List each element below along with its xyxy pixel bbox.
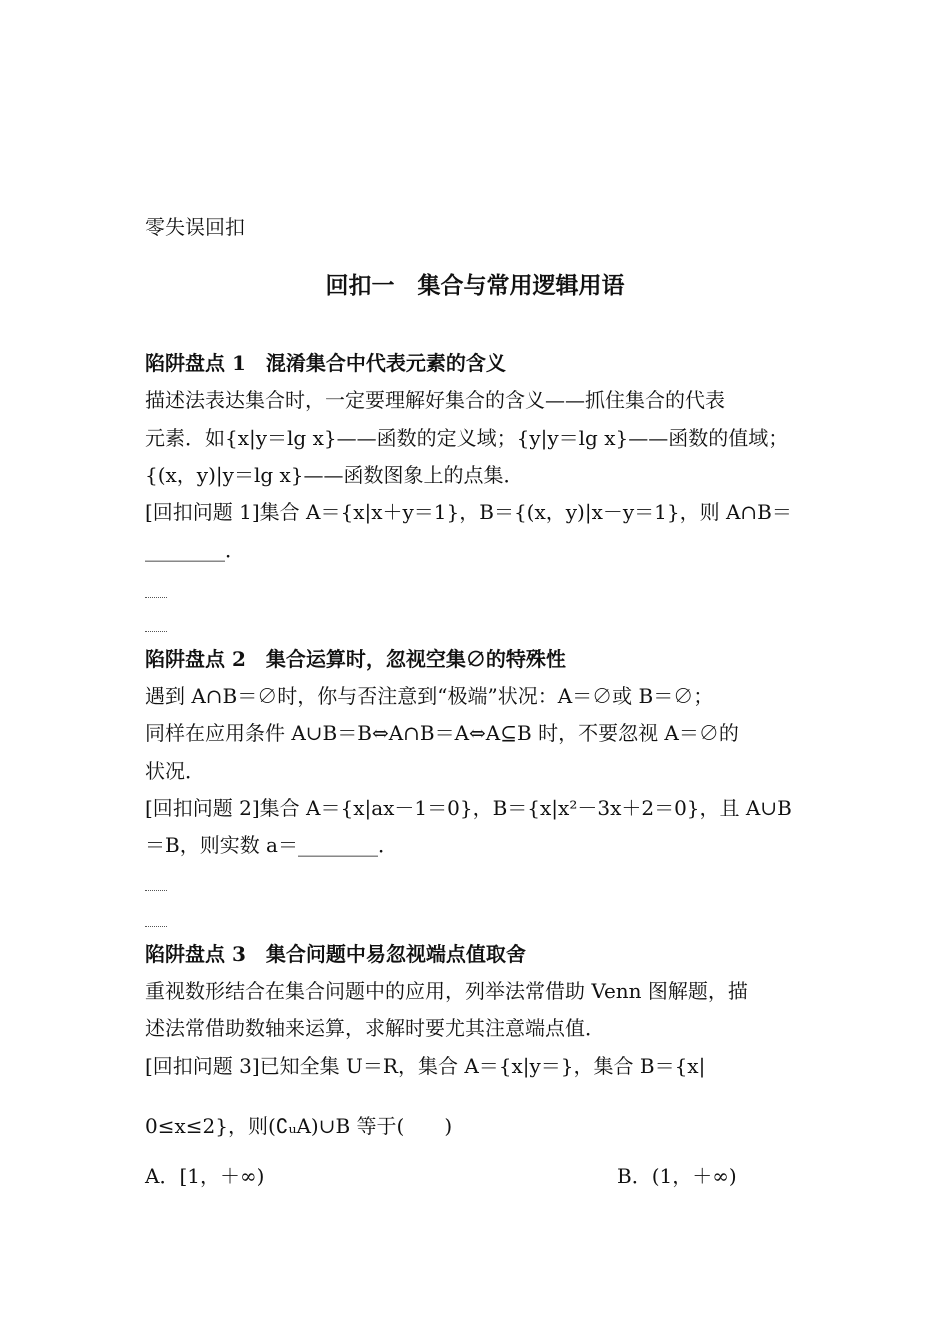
question-2-line-2: ＝B，则实数 a＝________． bbox=[145, 833, 398, 857]
question-1-line-1: [回扣问题 1]集合 A＝{x|x＋y＝1}，B＝{(x，y)|x－y＝1}，则 A∩B＝ bbox=[145, 500, 792, 524]
answer-space-marker bbox=[145, 926, 167, 927]
question-3-line-1: [回扣问题 3]已知全集 U＝R，集合 A＝{x|y＝}，集合 B＝{x| bbox=[145, 1054, 706, 1078]
answer-space-marker bbox=[145, 631, 167, 632]
option-a: A．[1，＋∞) bbox=[145, 1164, 265, 1188]
section-3-line-1: 重视数形结合在集合问题中的应用，列举法常借助 Venn 图解题，描 bbox=[145, 979, 748, 1003]
section-2-line-3: 状况． bbox=[145, 759, 205, 783]
section-2-heading: 陷阱盘点 2 集合运算时，忽视空集∅的特殊性 bbox=[145, 647, 566, 671]
section-3-heading: 陷阱盘点 3 集合问题中易忽视端点值取舍 bbox=[145, 942, 526, 966]
question-3-line-2: 0≤x≤2}，则(∁ᵤA)∪B 等于( ) bbox=[145, 1114, 453, 1138]
section-1-line-1: 描述法表达集合时，一定要理解好集合的含义——抓住集合的代表 bbox=[145, 388, 725, 412]
section-3-line-2: 述法常借助数轴来运算，求解时要尤其注意端点值． bbox=[145, 1016, 605, 1040]
page-header: 零失误回扣 bbox=[145, 215, 245, 239]
section-1-line-2: 元素．如{x|y＝lg x}——函数的定义域；{y|y＝lg x}——函数的值域； bbox=[145, 426, 789, 450]
section-1-heading: 陷阱盘点 1 混淆集合中代表元素的含义 bbox=[145, 351, 506, 375]
chapter-title: 回扣一 集合与常用逻辑用语 bbox=[325, 272, 625, 299]
answer-space-marker bbox=[145, 890, 167, 891]
option-b: B．(1，＋∞) bbox=[617, 1164, 737, 1188]
section-2-line-1: 遇到 A∩B＝∅时，你与否注意到“极端”状况：A＝∅或 B＝∅； bbox=[145, 684, 714, 708]
options-row bbox=[145, 1162, 815, 1190]
question-2-line-1: [回扣问题 2]集合 A＝{x|ax－1＝0}，B＝{x|x²－3x＋2＝0}，且 A∪B bbox=[145, 796, 792, 820]
answer-space-marker bbox=[145, 597, 167, 598]
section-1-line-3: {(x，y)|y＝lg x}——函数图象上的点集． bbox=[145, 463, 524, 487]
question-1-line-2: ________． bbox=[145, 538, 245, 562]
section-2-line-2: 同样在应用条件 A∪B＝B⇔A∩B＝A⇔A⊆B 时，不要忽视 A＝∅的 bbox=[145, 721, 739, 745]
